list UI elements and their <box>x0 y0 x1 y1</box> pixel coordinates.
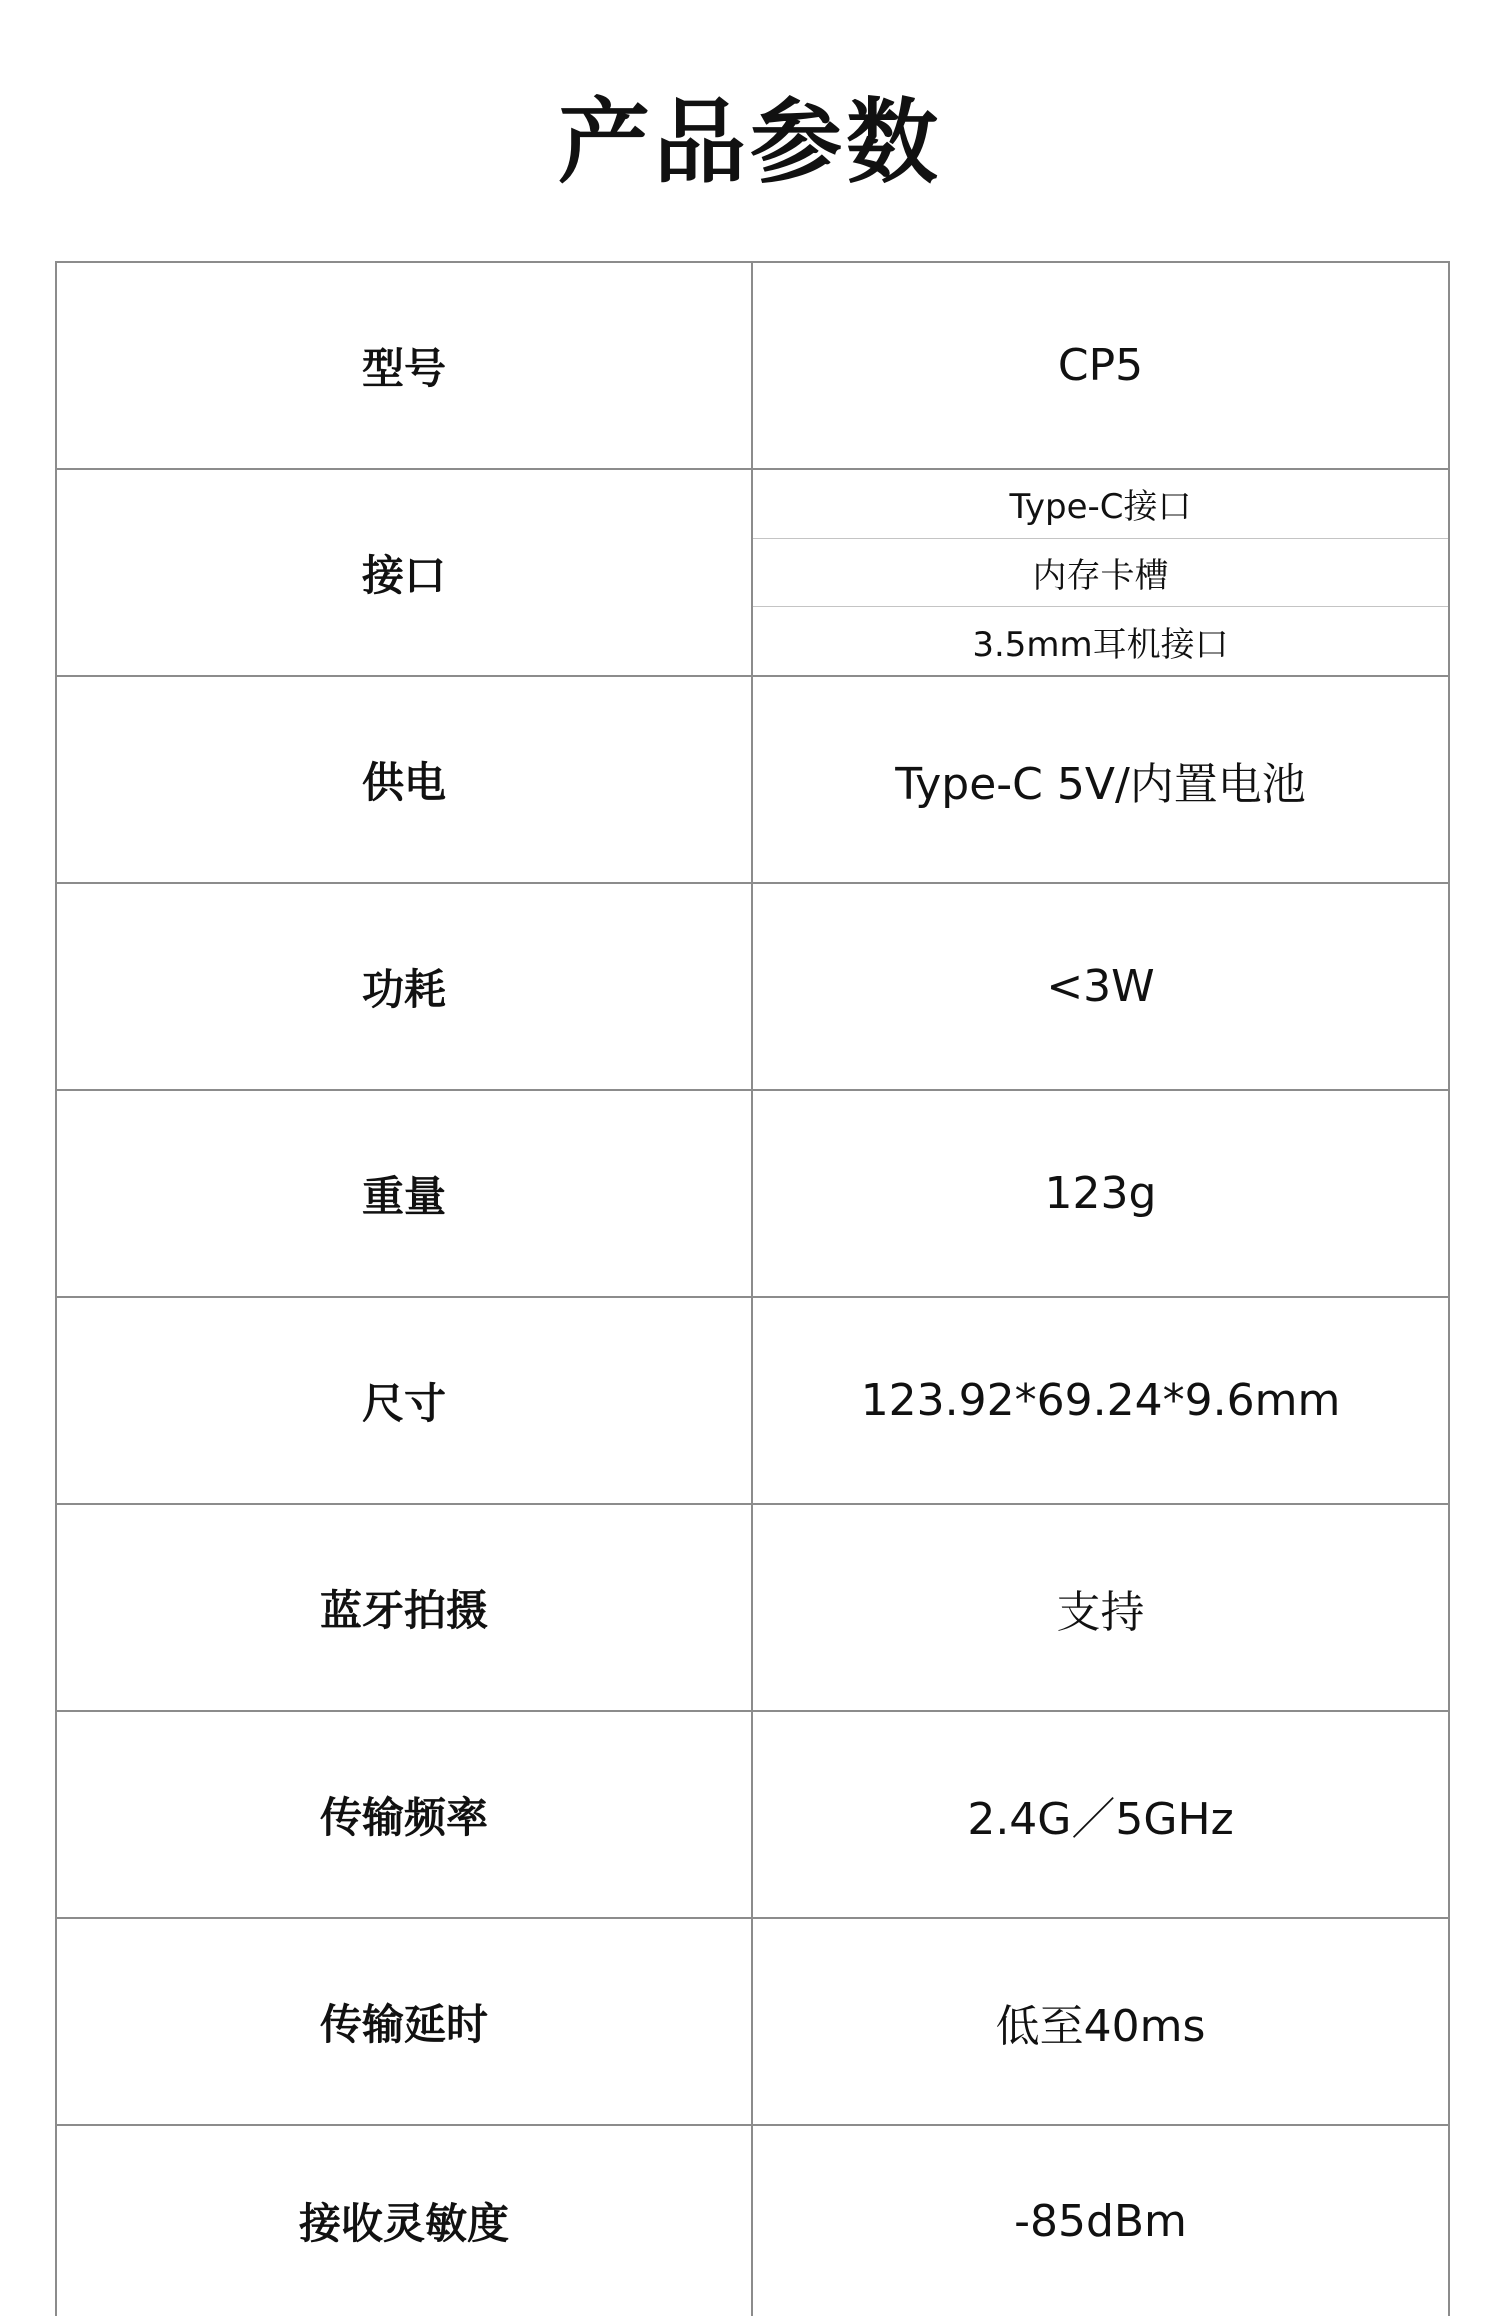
interface-item: Type-C接口 <box>753 470 1448 539</box>
spec-value: Type-C 5V/内置电池 <box>752 676 1449 883</box>
spec-table <box>55 261 1450 2316</box>
page-title: 产品参数 <box>557 89 942 196</box>
spec-label: 重量 <box>56 1090 752 1297</box>
spec-row-bluetooth-shooting <box>56 1504 1449 1711</box>
interface-item: 内存卡槽 <box>753 539 1448 608</box>
spec-row-interface <box>56 469 1449 676</box>
spec-row-weight <box>56 1090 1449 1297</box>
spec-label: 传输延时 <box>56 1918 752 2125</box>
spec-row-power-consumption <box>56 883 1449 1090</box>
spec-value: 低至40ms <box>752 1918 1449 2125</box>
spec-value: <3W <box>752 883 1449 1090</box>
spec-row-transmission-frequency <box>56 1711 1449 1918</box>
spec-row-dimensions <box>56 1297 1449 1504</box>
interface-list <box>753 470 1448 675</box>
spec-label: 蓝牙拍摄 <box>56 1504 752 1711</box>
spec-row-model <box>56 262 1449 469</box>
spec-value: 2.4G／5GHz <box>752 1711 1449 1918</box>
spec-value: 123g <box>752 1090 1449 1297</box>
spec-value: 123.92*69.24*9.6mm <box>752 1297 1449 1504</box>
spec-label: 接口 <box>56 469 752 676</box>
spec-value: 支持 <box>752 1504 1449 1711</box>
spec-label: 传输频率 <box>56 1711 752 1918</box>
spec-label: 功耗 <box>56 883 752 1090</box>
spec-label: 接收灵敏度 <box>56 2125 752 2316</box>
spec-row-receive-sensitivity <box>56 2125 1449 2316</box>
spec-value-list <box>752 469 1449 676</box>
spec-value: CP5 <box>752 262 1449 469</box>
spec-label: 供电 <box>56 676 752 883</box>
spec-value: -85dBm <box>752 2125 1449 2316</box>
interface-item: 3.5mm耳机接口 <box>972 624 1229 665</box>
spec-row-power-supply <box>56 676 1449 883</box>
spec-label: 型号 <box>56 262 752 469</box>
spec-row-transmission-latency <box>56 1918 1449 2125</box>
spec-label: 尺寸 <box>56 1297 752 1504</box>
